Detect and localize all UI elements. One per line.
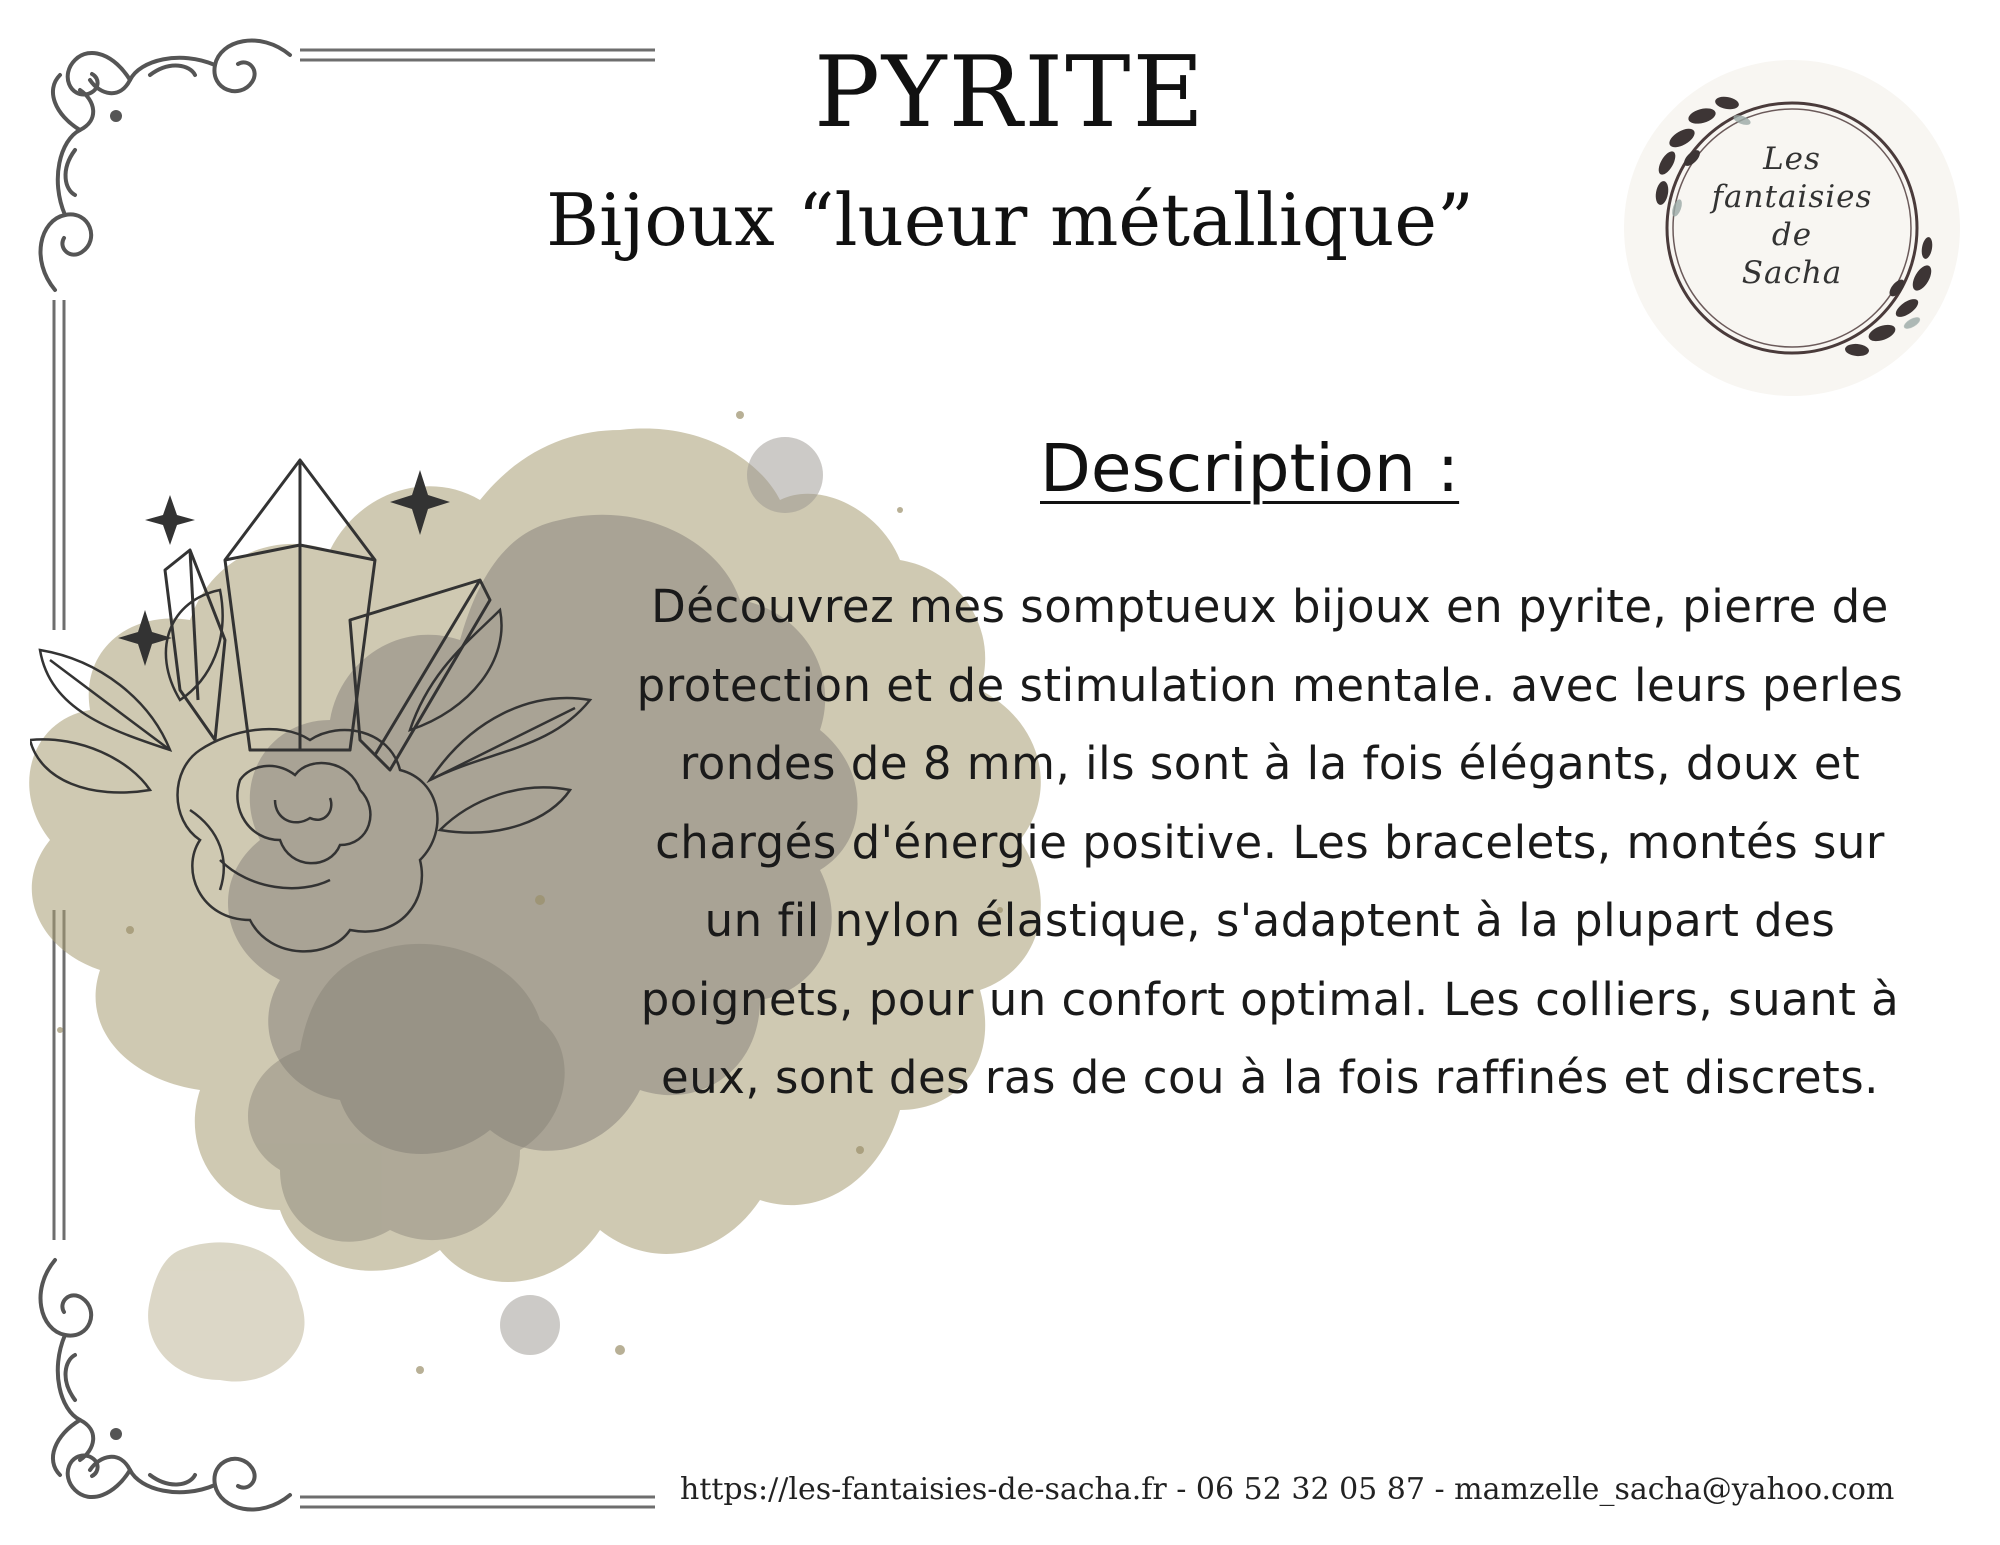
logo-line-4: Sacha [1741, 255, 1843, 291]
logo-text [1622, 140, 1962, 292]
page-title: PYRITE [813, 36, 1207, 150]
footer-contact[interactable]: https://les-fantaisies-de-sacha.fr - 06 52 32 05 87 - mamzelle_sacha@yahoo.com [680, 1472, 1895, 1507]
description-body: Découvrez mes somptueux bijoux en pyrite, pierre de protection et de stimulation mentale. avec leurs perles rondes de 8 mm, ils sont à la fois élégants, doux et chargés d'énergie positive. Les bracelets, montés sur un fil nylon élastique, s'adaptent à la plupart des poignets, pour un confort optimal. Les colliers, suant à eux, sont des ras de cou à la fois raffinés et discrets. [636, 580, 1904, 1104]
logo-line-2: fantaisies [1711, 179, 1873, 215]
description-heading: Description : [1040, 430, 1460, 507]
corner-ornament-top-left-icon [20, 20, 310, 300]
logo-line-1: Les [1763, 141, 1821, 177]
page-subtitle: Bijoux “lueur métallique” [546, 178, 1474, 262]
logo-line-3: de [1771, 217, 1813, 253]
crystal-flower-illustration-icon [30, 450, 630, 1050]
